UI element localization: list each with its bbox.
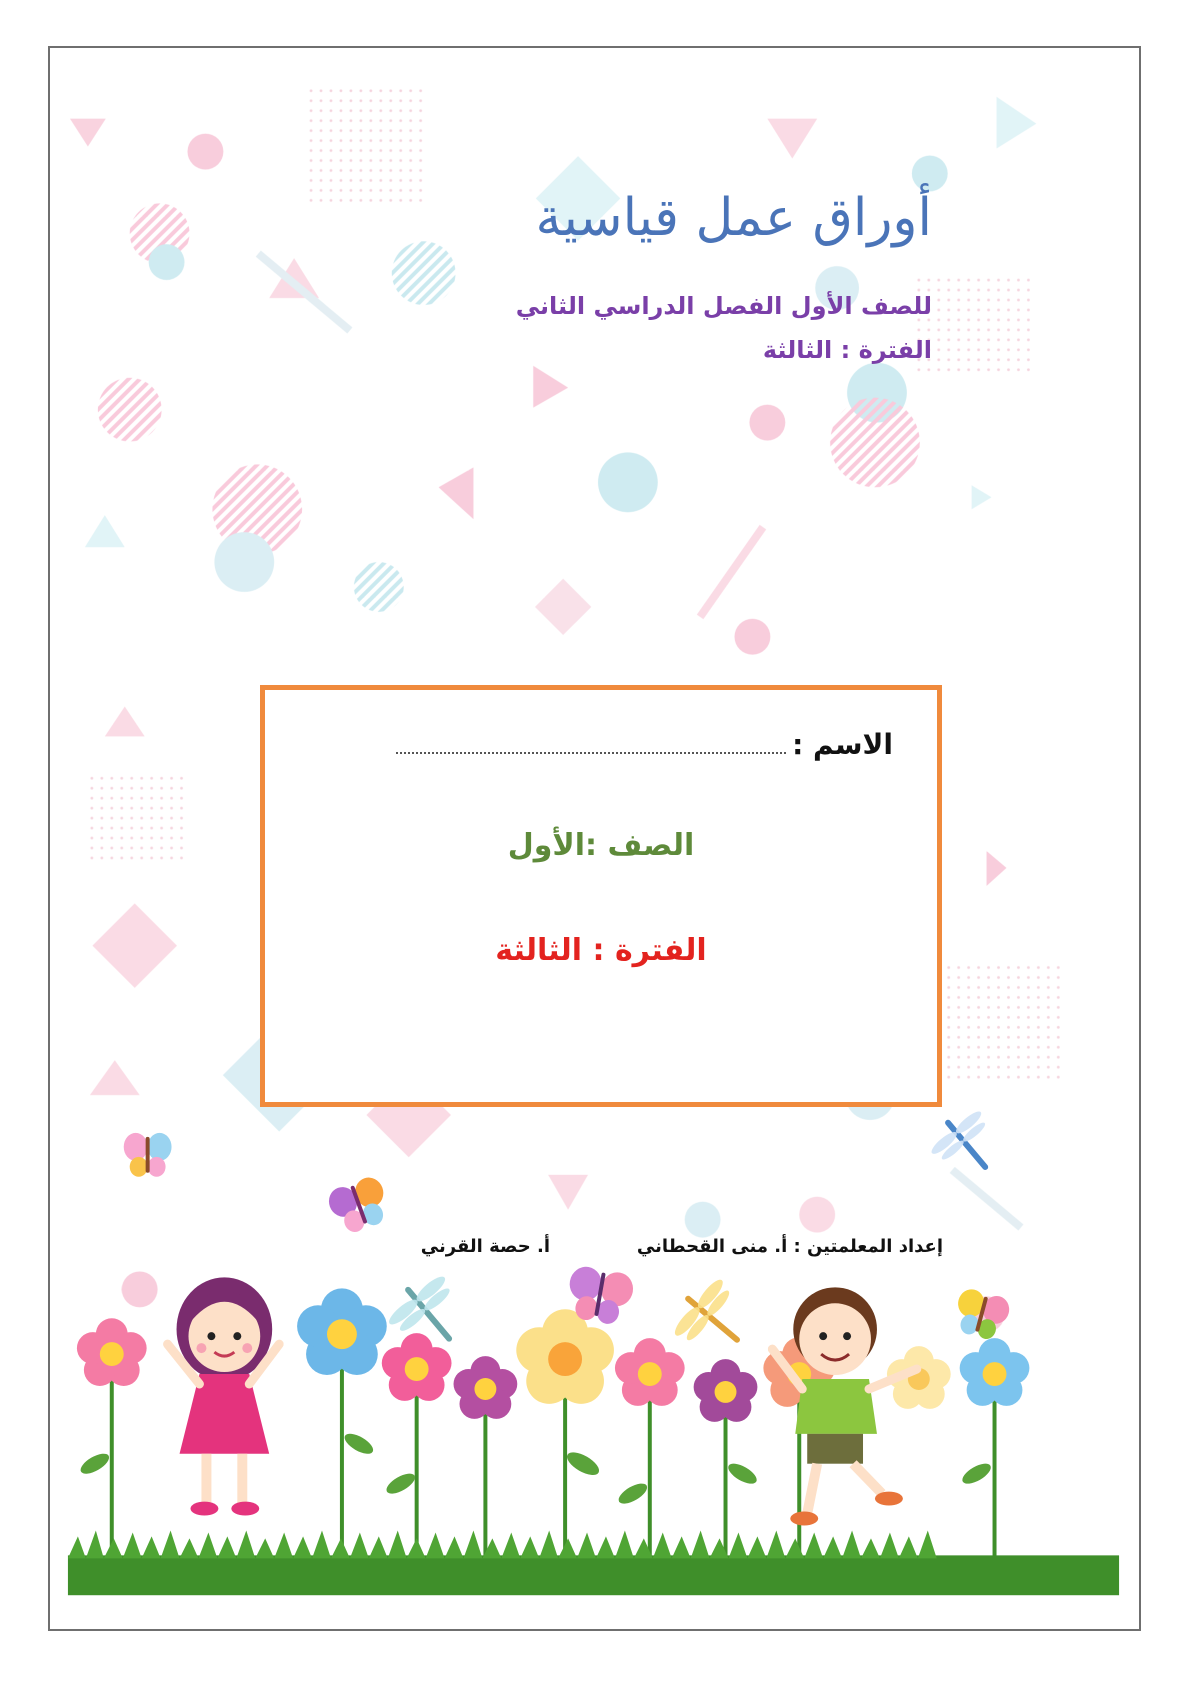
dragonfly-icon (379, 1100, 1012, 1369)
grade-semester-subtitle: للصف الأول الفصل الدراسي الثاني (515, 292, 932, 320)
name-row (396, 728, 893, 761)
period-subtitle: الفترة : الثالثة (762, 336, 932, 364)
page-title: أوراق عمل قياسية (535, 188, 932, 248)
period-label: الفترة : الثالثة (495, 933, 707, 968)
name-label: الاسم : (792, 728, 893, 761)
name-blank-line[interactable] (396, 750, 786, 754)
prepared-by-credit: إعداد المعلمتين : أ. منى القحطاني (636, 1236, 943, 1257)
second-teacher-credit: أ. حصة القرني (420, 1236, 550, 1257)
student-info-box (260, 685, 942, 1107)
grade-label: الصف :الأول (507, 828, 695, 863)
